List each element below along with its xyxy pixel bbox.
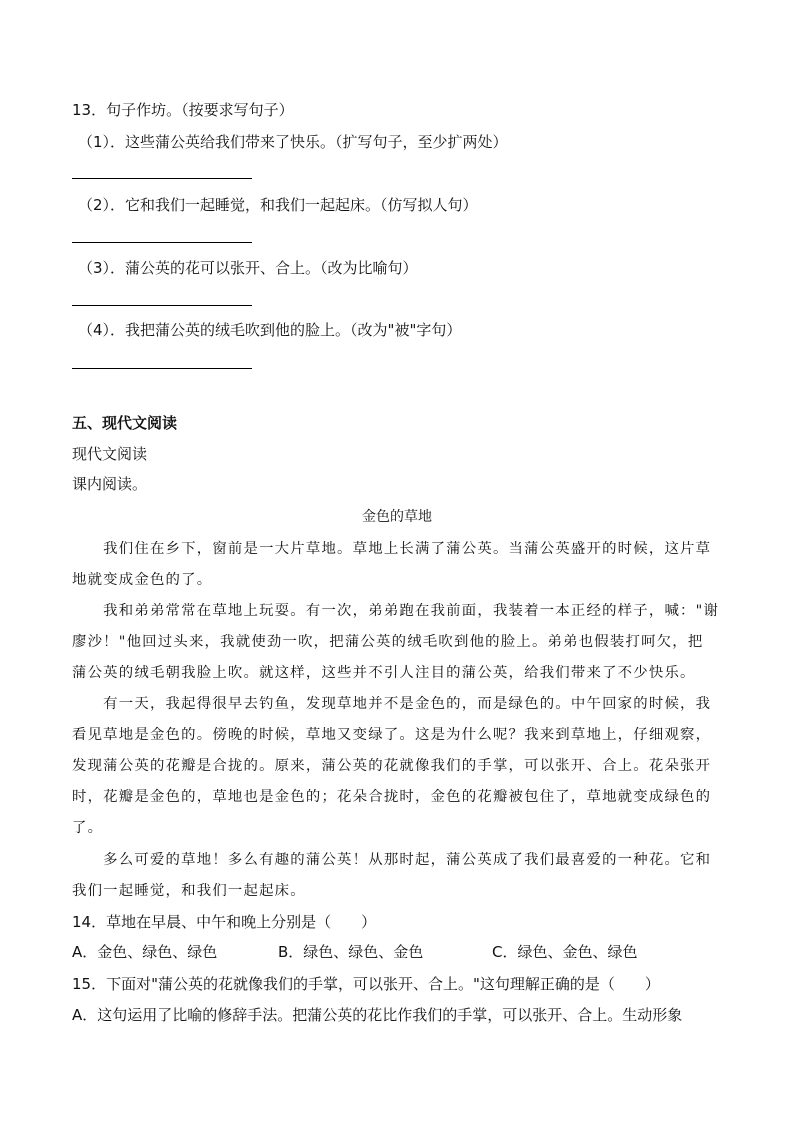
passage-line: 看见草地是金色的。傍晚的时候，草地又变绿了。这是为什么呢？我来到草地上，仔细观察，: [72, 727, 712, 743]
passage-line: 多么可爱的草地！多么有趣的蒲公英！从那时起，蒲公英成了我们最喜爱的一种花。它和: [72, 852, 712, 868]
passage-line: 时，花瓣是金色的，草地也是金色的；花朵合拢时，金色的花瓣被包住了，草地就变成绿色的: [72, 789, 712, 805]
passage-paragraph-4: [72, 845, 722, 907]
q15-option-a[interactable]: A．这句运用了比喻的修辞手法。把蒲公英的花比作我们的手掌，可以张开、合上。生动形象: [72, 1006, 683, 1024]
passage-title: 金色的草地: [362, 509, 432, 525]
passage-line: 地就变成金色的了。: [72, 572, 213, 588]
section-heading: 五、现代文阅读: [72, 414, 178, 432]
passage-line: 有一天，我起得很早去钓鱼，发现草地并不是金色的，而是绿色的。中午回家的时候，我: [72, 696, 712, 712]
section-subheading: 现代文阅读: [72, 445, 148, 463]
passage-line: 了。: [72, 820, 104, 836]
q14-options: [72, 942, 637, 962]
passage-line: 我和弟弟常常在草地上玩耍。有一次，弟弟跑在我前面，我装着一本正经的样子，喊："谢: [72, 603, 720, 619]
q15-question: 15．下面对"蒲公英的花就像我们的手掌，可以张开、合上。"这句理解正确的是（ ）: [72, 975, 660, 993]
passage-line: 蒲公英的绒毛朝我脸上吹。就这样，这些并不引人注目的蒲公英，给我们带来了不少快乐。: [72, 665, 696, 681]
passage-paragraph-3: [72, 689, 722, 844]
passage-paragraph-1: [72, 534, 722, 596]
q13-heading: 13．句子作坊。（按要求写句子）: [72, 101, 294, 119]
q14-option-a[interactable]: A．金色、绿色、绿色: [72, 943, 218, 961]
q13-item-1: （1）．这些蒲公英给我们带来了快乐。（扩写句子，至少扩两处）: [78, 133, 508, 151]
passage-paragraph-2: [72, 596, 722, 689]
passage-line: 廖沙！"他回过头来，我就使劲一吹，把蒲公英的绒毛吹到他的脸上。弟弟也假装打呵欠，把: [72, 634, 704, 650]
answer-blank-4[interactable]: [72, 368, 252, 369]
q13-item-4: （4）．我把蒲公英的绒毛吹到他的脸上。（改为"被"字句）: [78, 321, 462, 339]
q14-option-b[interactable]: B．绿色、绿色、金色: [278, 943, 424, 961]
answer-blank-1[interactable]: [72, 178, 252, 179]
passage-line: 发现蒲公英的花瓣是合拢的。原来，蒲公英的花就像我们的手掌，可以张开、合上。花朵张开: [72, 758, 712, 774]
passage-line: 我们一起睡觉，和我们一起起床。: [72, 883, 306, 899]
section-instruction: 课内阅读。: [72, 475, 148, 493]
answer-blank-2[interactable]: [72, 242, 252, 243]
q13-item-3: （3）．蒲公英的花可以张开、合上。（改为比喻句）: [78, 259, 418, 277]
q14-option-c[interactable]: C．绿色、金色、绿色: [492, 943, 638, 961]
answer-blank-3[interactable]: [72, 305, 252, 306]
q14-question: 14．草地在早晨、中午和晚上分别是（ ）: [72, 913, 377, 931]
passage-line: 我们住在乡下，窗前是一大片草地。草地上长满了蒲公英。当蒲公英盛开的时候，这片草: [72, 541, 712, 557]
q13-item-2: （2）．它和我们一起睡觉，和我们一起起床。（仿写拟人句）: [78, 196, 478, 214]
